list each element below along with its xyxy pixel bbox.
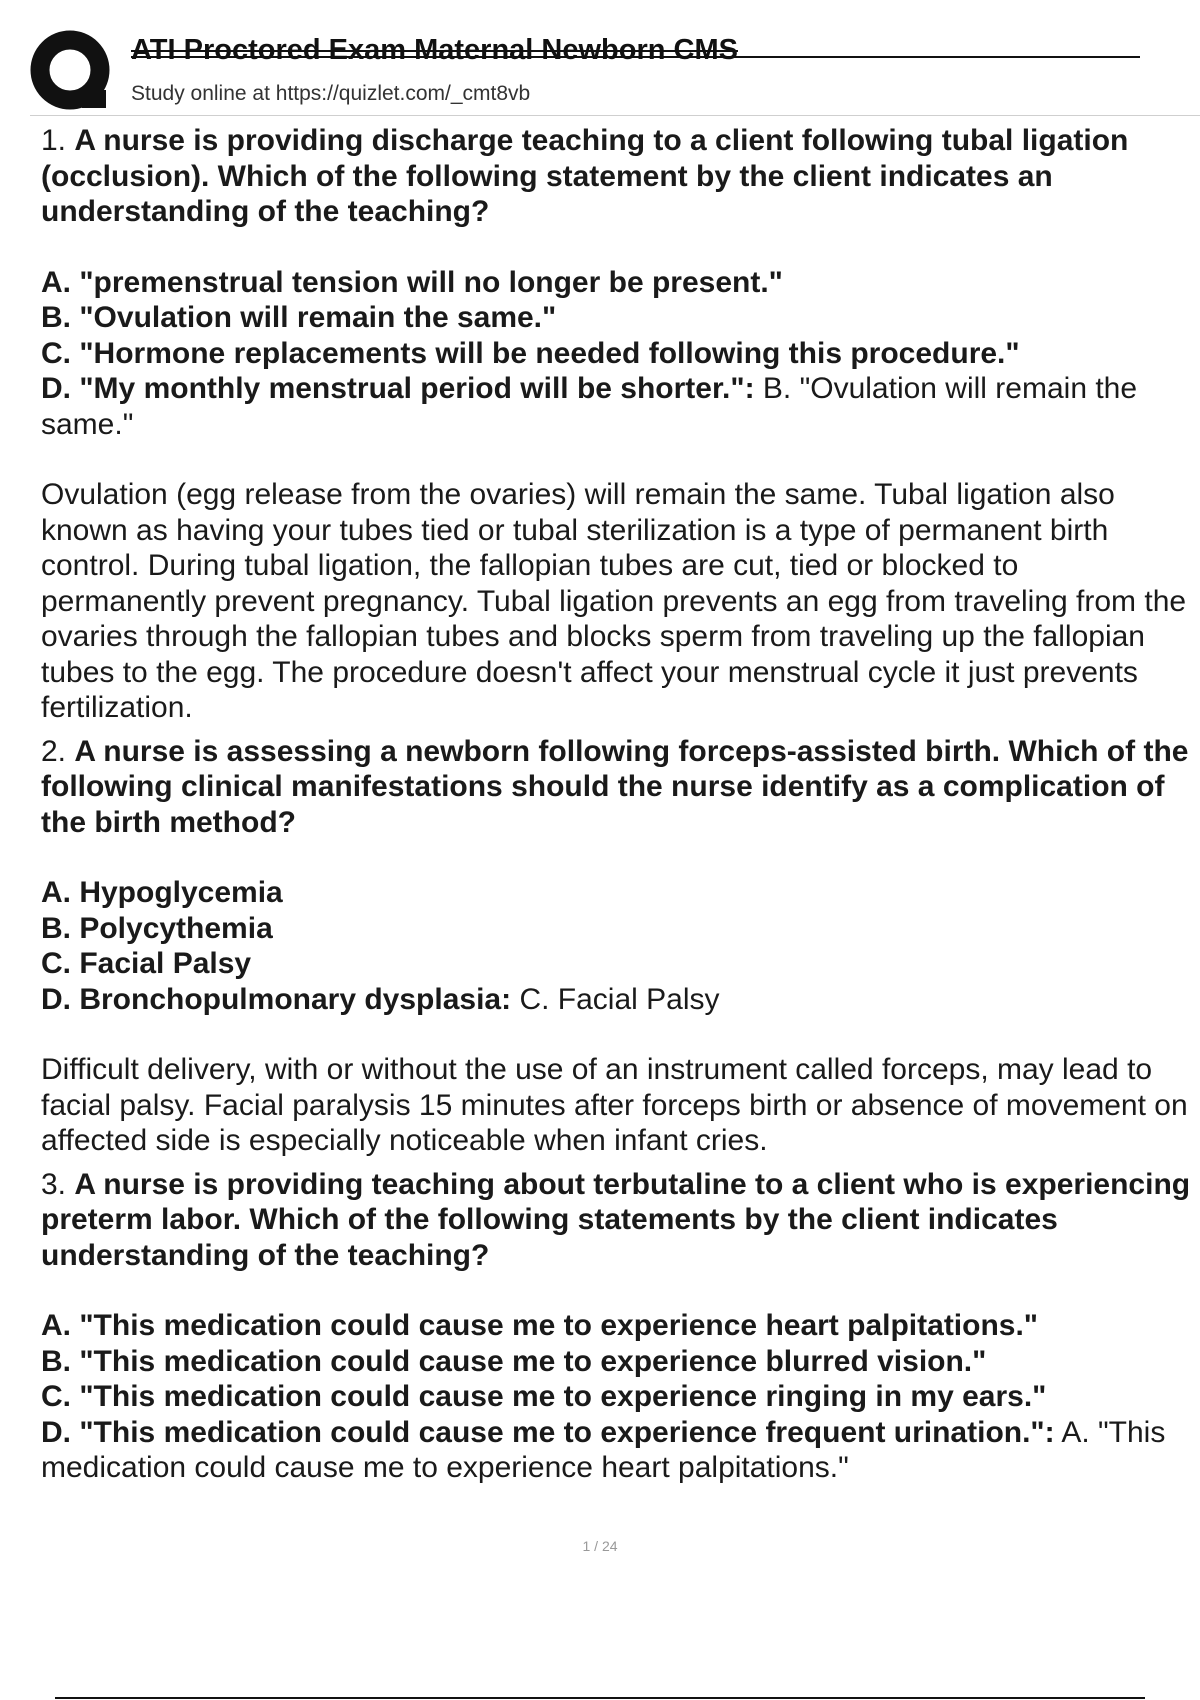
- question-text: [41, 734, 1191, 841]
- option-a: A. "This medication could cause me to experience heart palpitations.": [41, 1309, 1039, 1342]
- question-1: [41, 123, 1191, 726]
- option-b: B. "Ovulation will remain the same.": [41, 301, 557, 334]
- document-title: ATI Proctored Exam Maternal Newborn CMS: [131, 34, 738, 66]
- page-header: [0, 0, 1200, 116]
- question-stem: A nurse is assessing a newborn following forceps-assisted birth. Which of the following clinical manifestations should the nurse identify as a complication of the birth method?: [41, 734, 1189, 839]
- question-stem: A nurse is providing teaching about terbutaline to a client who is experiencing preterm labor. Which of the following statements by the client indicates understanding of the teaching?: [41, 1167, 1191, 1272]
- option-a: A. "premenstrual tension will no longer be present.": [41, 265, 783, 299]
- question-text: [41, 123, 1191, 230]
- option-c: C. Facial Palsy: [41, 947, 252, 980]
- answer: C. Facial Palsy: [519, 982, 720, 1016]
- question-number: 3.: [41, 1167, 67, 1201]
- question-2: [41, 734, 1191, 1159]
- option-a: A. Hypoglycemia: [41, 876, 283, 909]
- option-d: D. "My monthly menstrual period will be shorter.": B. "Ovulation will remain the same.": [41, 372, 1138, 441]
- question-number: 2.: [41, 734, 67, 768]
- option-c: C. "Hormone replacements will be needed following this procedure.": [41, 336, 1020, 370]
- option-d: D. Bronchopulmonary dysplasia: C. Facial Palsy: [41, 982, 720, 1016]
- study-link[interactable]: Study online at https://quizlet.com/_cmt8vb: [131, 82, 531, 105]
- answer: B. "Ovulation will remain the same.": [41, 372, 1138, 441]
- option-c: C. "This medication could cause me to experience ringing in my ears.": [41, 1380, 1047, 1413]
- option-b: B. Polycythemia: [41, 911, 273, 945]
- quizlet-logo-icon: [30, 30, 114, 114]
- explanation: Difficult delivery, with or without the use of an instrument called forceps, may lead to facial palsy. Facial paralysis 15 minutes after forceps birth or absence of movement on affected side is especially noticeable when infant cries.: [41, 1053, 1188, 1157]
- footer-divider: [55, 1697, 1145, 1699]
- answer: A. "This medication could cause me to experience heart palpitations.": [41, 1415, 1166, 1484]
- question-list: [41, 123, 1191, 1494]
- explanation: Ovulation (egg release from the ovaries) will remain the same. Tubal ligation also known as having your tubes tied or tubal sterilization is a type of permanent birth control. During tubal ligation, the fallopian tubes are cut, tied or blocked to permanently prevent pregnancy. Tubal ligation prevents an egg from traveling from the ovaries through the fallopian tubes and blocks sperm from traveling up the fallopian tubes to the egg. The procedure doesn't affect your menstrual cycle it just prevents fertilization.: [41, 478, 1187, 724]
- header-divider: [30, 115, 1200, 116]
- option-d: D. "This medication could cause me to experience frequent urination.": A. "This medication could cause me to experience heart palpitations.": [41, 1415, 1166, 1484]
- question-stem: A nurse is providing discharge teaching to a client following tubal ligation (occlusion). Which of the following statement by the client indicates an understanding of the teaching?: [41, 124, 1129, 228]
- question-number: 1.: [41, 124, 67, 157]
- page-indicator: 1 / 24: [582, 1538, 618, 1554]
- question-3: [41, 1167, 1191, 1486]
- question-text: [41, 1167, 1191, 1274]
- option-b: B. "This medication could cause me to experience blurred vision.": [41, 1344, 987, 1378]
